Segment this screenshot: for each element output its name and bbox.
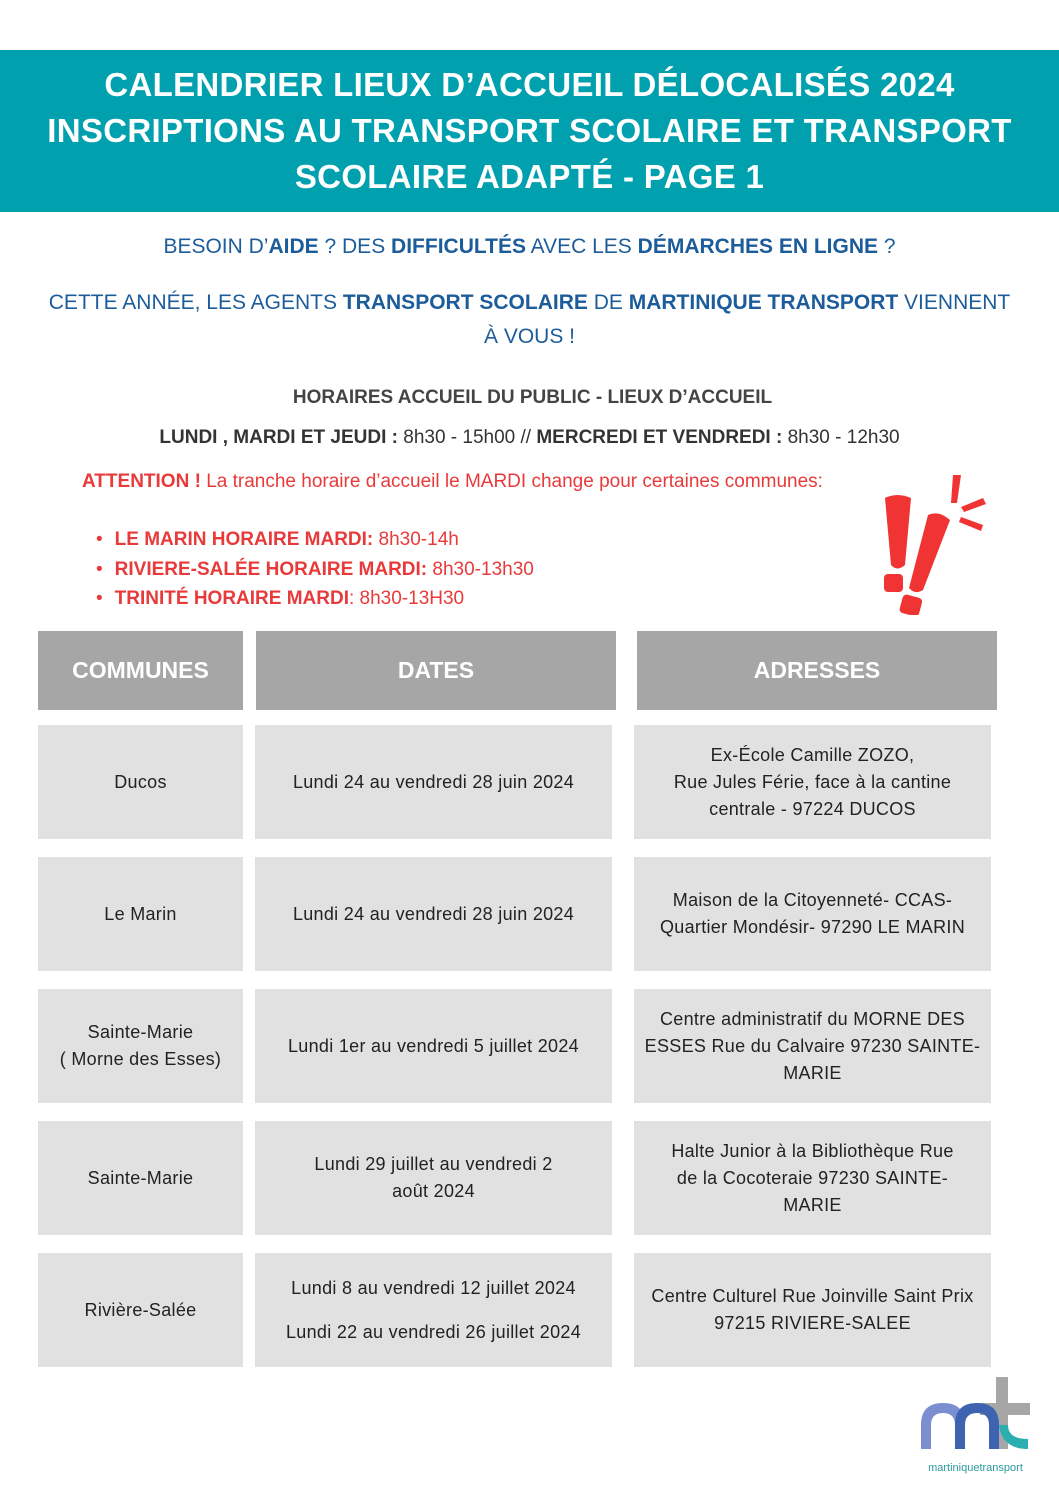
header-dates: DATES <box>256 631 616 710</box>
logo-text: martiniquetransport <box>928 1462 1023 1474</box>
header-communes: COMMUNES <box>38 631 243 710</box>
cell-text: Centre Culturel Rue Joinville Saint Prix <box>651 1286 974 1306</box>
address-cell <box>634 1121 991 1235</box>
title-line: CALENDRIER LIEUX D’ACCUEIL DÉLOCALISÉS 2024 <box>104 66 955 103</box>
commune-cell <box>38 725 243 839</box>
address-cell <box>634 1253 991 1367</box>
commune-cell <box>38 989 243 1103</box>
cell-text: centrale - 97224 DUCOS <box>709 798 916 819</box>
hours-line: LUNDI , MARDI ET JEUDI : 8h30 - 15h00 // MERCREDI ET VENDREDI : 8h30 - 12h30 <box>159 427 900 448</box>
cell-text: Lundi 22 au vendredi 26 juillet 2024 <box>285 1321 582 1342</box>
list-item: • LE MARIN HORAIRE MARDI: 8h30-14h <box>96 525 534 555</box>
cell-text: Lundi 24 au vendredi 28 juin 2024 <box>292 771 575 792</box>
dates-cell <box>255 989 612 1103</box>
commune-cell <box>38 1121 243 1235</box>
cell-text: Le Marin <box>104 903 177 924</box>
cell-text: Ex-École Camille ZOZO, <box>710 744 915 765</box>
attention-note: ATTENTION ! La tranche horaire d’accueil le MARDI change pour certaines communes: <box>82 471 823 492</box>
list-item: • TRINITÉ HORAIRE MARDI: 8h30-13H30 <box>96 584 534 614</box>
cell-text: Quartier Mondésir- 97290 LE MARIN <box>659 917 966 937</box>
help-line: BESOIN D’AIDE ? DES DIFFICULTÉS AVEC LES DÉMARCHES EN LIGNE ? <box>163 235 896 258</box>
title-line: INSCRIPTIONS AU TRANSPORT SCOLAIRE ET TRANSPORT <box>47 112 1012 149</box>
cell-text: Sainte-Marie <box>87 1022 194 1042</box>
cell-text: Maison de la Citoyenneté- CCAS- <box>672 890 953 910</box>
cell-text: août 2024 <box>392 1181 475 1201</box>
logo <box>918 1375 1033 1475</box>
dates-cell <box>255 857 612 971</box>
dates-cell <box>255 1121 612 1235</box>
cell-text: Sainte-Marie <box>87 1167 194 1188</box>
commune-cell <box>38 1253 243 1367</box>
cell-text: Lundi 8 au vendredi 12 juillet 2024 <box>291 1277 576 1298</box>
title-banner <box>0 50 1059 212</box>
commune-cell <box>38 857 243 971</box>
cell-text: Centre administratif du MORNE DES <box>660 1008 965 1029</box>
cell-text: Lundi 29 juillet au vendredi 2 <box>314 1154 553 1174</box>
title-line: SCOLAIRE ADAPTÉ - PAGE 1 <box>294 158 765 195</box>
agents-line-2: À VOUS ! <box>483 325 576 348</box>
agents-line: CETTE ANNÉE, LES AGENTS TRANSPORT SCOLAIRE DE MARTINIQUE TRANSPORT VIENNENT <box>48 291 1011 314</box>
cell-text: MARIE <box>783 1062 842 1083</box>
address-cell <box>634 725 991 839</box>
cell-text: Rivière-Salée <box>84 1299 197 1320</box>
cell-text: Lundi 1er au vendredi 5 juillet 2024 <box>287 1035 579 1056</box>
dates-cell <box>255 1253 612 1367</box>
address-cell <box>634 989 991 1103</box>
cell-text: Ducos <box>114 771 167 792</box>
cell-text: Lundi 24 au vendredi 28 juin 2024 <box>292 903 575 924</box>
cell-text: 97215 RIVIERE-SALEE <box>714 1313 911 1333</box>
dates-cell <box>255 725 612 839</box>
cell-text: Rue Jules Férie, face à la cantine <box>673 771 952 792</box>
cell-text: Halte Junior à la Bibliothèque Rue <box>671 1140 954 1161</box>
hours-title: HORAIRES ACCUEIL DU PUBLIC - LIEUX D’ACCUEIL <box>292 387 773 408</box>
exceptions-list <box>96 525 534 614</box>
cell-text: ESSES Rue du Calvaire 97230 SAINTE- <box>644 1035 981 1056</box>
list-item: • RIVIERE-SALÉE HORAIRE MARDI: 8h30-13h30 <box>96 555 534 585</box>
address-cell <box>634 857 991 971</box>
exclamation-icon <box>875 470 990 615</box>
header-addresses: ADRESSES <box>637 631 997 710</box>
cell-text: MARIE <box>783 1194 842 1215</box>
cell-text: ( Morne des Esses) <box>59 1049 222 1069</box>
logo-mark-icon <box>918 1375 1033 1455</box>
cell-text: de la Cocoteraie 97230 SAINTE- <box>676 1167 949 1188</box>
